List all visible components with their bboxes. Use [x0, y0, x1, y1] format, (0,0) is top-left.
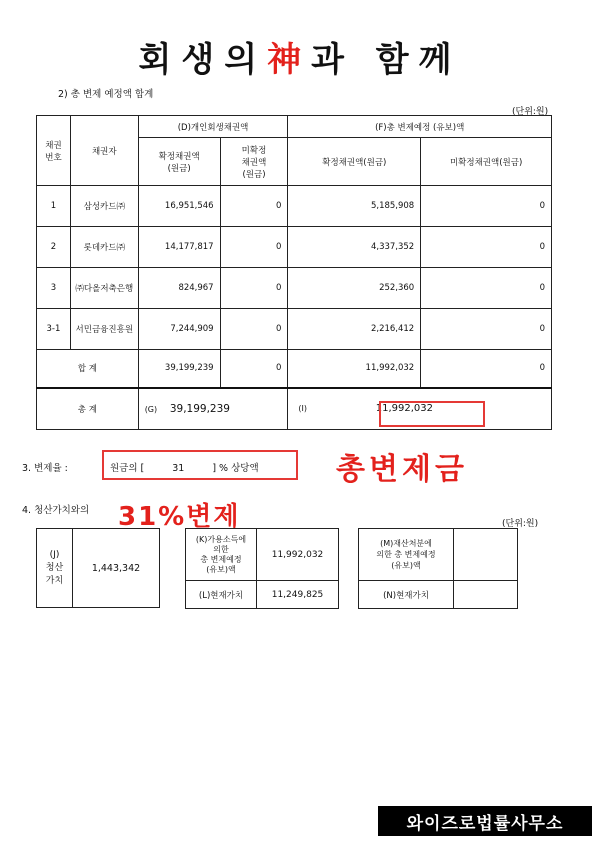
rate-value: 31 [172, 463, 185, 474]
sub-header-f-confirmed: 확정채권액(원금) [288, 138, 421, 186]
row-no: 1 [37, 186, 71, 227]
sub-header-f-unconfirmed: 미확정채권액(원금) [421, 138, 552, 186]
row-f-confirmed: 252,360 [288, 268, 421, 309]
section4-heading: 4. 청산가치와의 [22, 505, 90, 516]
total-i-value: 11,992,032 [375, 403, 433, 415]
row-f-confirmed: 2,216,412 [288, 309, 421, 350]
rate-highlight-box [102, 450, 298, 480]
l-value: 11,249,825 [257, 581, 339, 609]
n-value [454, 581, 518, 609]
m-value [454, 529, 518, 581]
row-f-unconfirmed: 0 [421, 186, 552, 227]
title-highlight: 神 [267, 40, 312, 80]
row-f-confirmed: 4,337,352 [288, 227, 421, 268]
row-d-unconfirmed: 0 [220, 227, 288, 268]
sum-label: 합 계 [37, 350, 139, 388]
rate-text-pre: 원금의 [ [110, 463, 145, 474]
k-label: (K)가용소득에 의한 총 변제예정 (유보)액 [186, 529, 257, 581]
title-part1: 회생의 [138, 40, 268, 80]
annotation-total-repay: 총변제금 [336, 452, 468, 487]
j-value: 1,443,342 [73, 529, 160, 608]
sum-f-unconfirmed: 0 [421, 350, 552, 388]
j-label: (J) 청산 가치 [37, 529, 73, 608]
sum-f-confirmed: 11,992,032 [288, 350, 421, 388]
row-creditor: 롯데카드㈜ [70, 227, 138, 268]
group-header-f: (F)총 변제예정 (유보)액 [288, 116, 552, 138]
section3-label: 3. 변제율 : [22, 463, 68, 474]
row-no: 3 [37, 268, 71, 309]
row-no: 2 [37, 227, 71, 268]
row-d-confirmed: 14,177,817 [138, 227, 220, 268]
row-d-unconfirmed: 0 [220, 309, 288, 350]
rate-text-post: ] % 상당액 [212, 463, 259, 474]
section2-heading: 2) 총 변제 예정액 합계 [58, 89, 154, 100]
col-header-no: 채권 번호 [37, 116, 71, 186]
sub-header-d-unconfirmed: 미확정 채권액 (원금) [220, 138, 288, 186]
total-i-highlight-box [379, 401, 485, 427]
row-creditor: 삼성카드㈜ [70, 186, 138, 227]
repayment-table [36, 115, 552, 430]
total-i-label: (I) [298, 404, 308, 414]
total-g-value: 39,199,239 [169, 402, 230, 415]
l-label: (L)현재가치 [186, 581, 257, 609]
sum-d-unconfirmed: 0 [220, 350, 288, 388]
annotation-rate-note: 31%변제 [118, 502, 241, 532]
section2-unit: (단위:원) [512, 107, 549, 117]
row-creditor: ㈜다올저축은행 [70, 268, 138, 309]
row-d-confirmed: 16,951,546 [138, 186, 220, 227]
total-g-label: (G) [144, 404, 158, 414]
firm-logo: 와이즈로법률사무소 [378, 806, 592, 836]
liquidation-value-box [36, 528, 160, 608]
row-d-unconfirmed: 0 [220, 186, 288, 227]
table-row [37, 186, 552, 227]
row-f-unconfirmed: 0 [421, 227, 552, 268]
row-creditor: 서민금융진흥원 [70, 309, 138, 350]
sum-row [37, 350, 552, 388]
n-label: (N)현재가치 [359, 581, 454, 609]
m-label: (M)재산처분에 의한 총 변제예정 (유보)액 [359, 529, 454, 581]
property-disposal-box [358, 528, 518, 609]
sum-d-confirmed: 39,199,239 [138, 350, 220, 388]
row-no: 3-1 [37, 309, 71, 350]
col-header-creditor: 채권자 [70, 116, 138, 186]
title-part2: 과 함께 [311, 40, 462, 80]
row-d-confirmed: 7,244,909 [138, 309, 220, 350]
row-f-unconfirmed: 0 [421, 309, 552, 350]
total-g-cell [138, 388, 288, 430]
sub-header-d-confirmed: 확정채권액 (원금) [138, 138, 220, 186]
group-header-d: (D)개인회생채권액 [138, 116, 288, 138]
row-f-unconfirmed: 0 [421, 268, 552, 309]
table-row [37, 227, 552, 268]
table-row [37, 309, 552, 350]
k-value: 11,992,032 [257, 529, 339, 581]
row-d-confirmed: 824,967 [138, 268, 220, 309]
available-income-box [185, 528, 339, 609]
section4-unit: (단위:원) [502, 519, 539, 529]
total-label: 총 계 [37, 388, 139, 430]
table-row [37, 268, 552, 309]
row-f-confirmed: 5,185,908 [288, 186, 421, 227]
row-d-unconfirmed: 0 [220, 268, 288, 309]
page-title [0, 32, 600, 81]
